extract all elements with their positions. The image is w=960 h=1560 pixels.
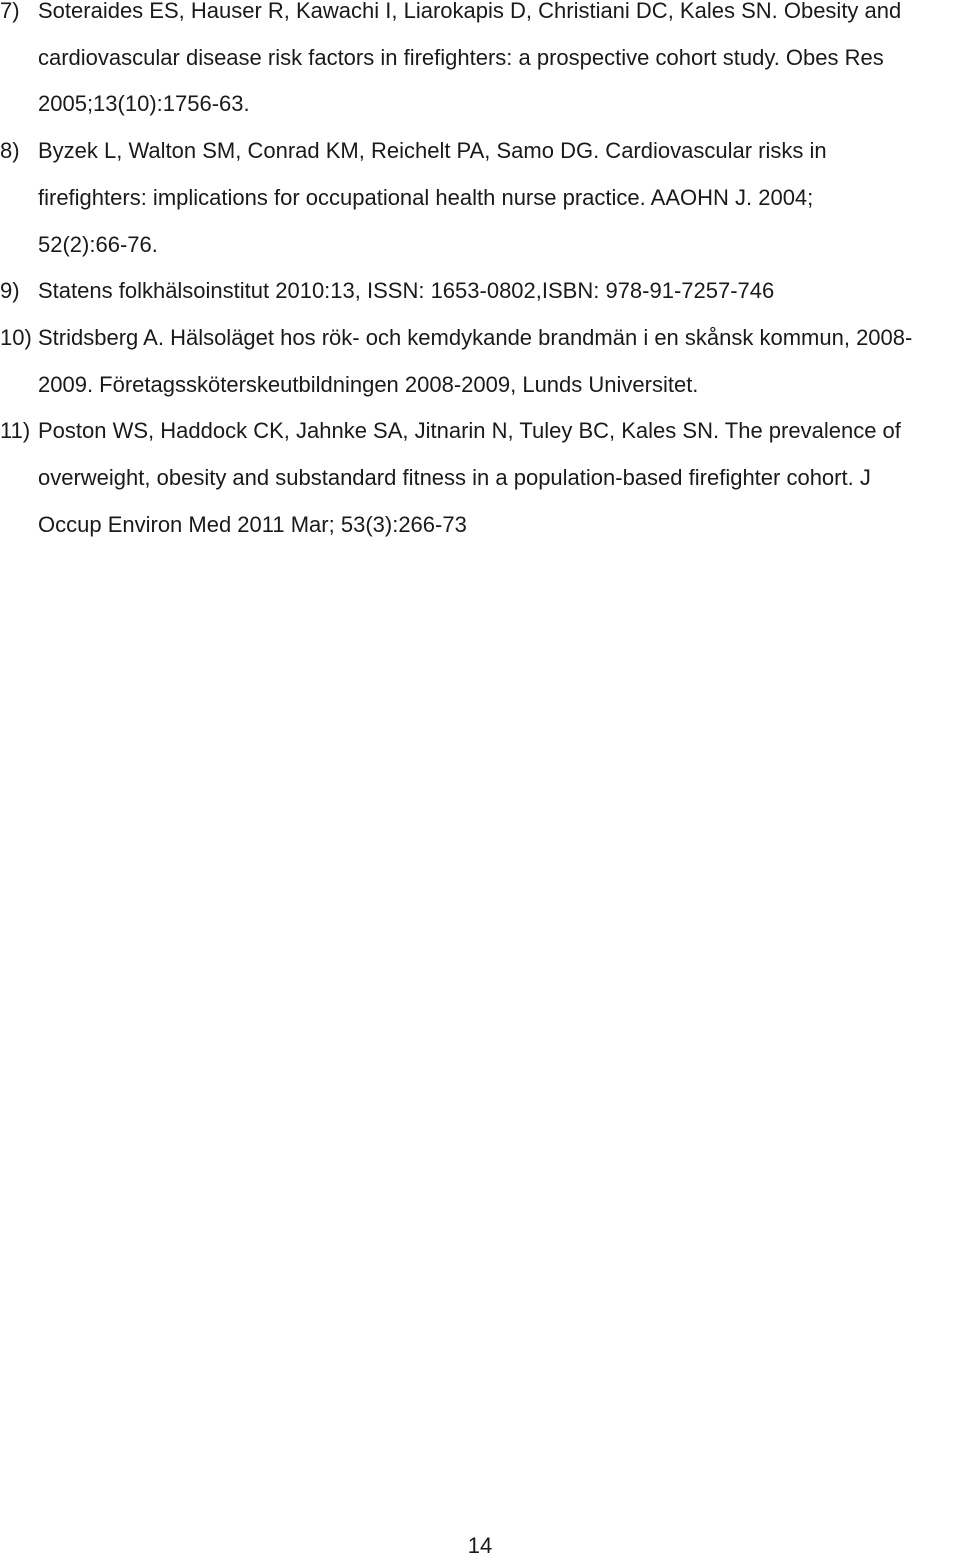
reference-text bbox=[38, 315, 960, 408]
reference-item-11 bbox=[0, 408, 960, 548]
reference-line: firefighters: implications for occupational health nurse practice. AAOHN J. 2004; bbox=[38, 184, 814, 210]
reference-line: Stridsberg A. Hälsoläget hos rök- och kemdykande brandmän i en skånsk kommun, 2008- bbox=[38, 324, 913, 350]
reference-line: Statens folkhälsoinstitut 2010:13, ISSN: 1653-0802,ISBN: 978-91-7257-746 bbox=[38, 278, 775, 304]
reference-line: overweight, obesity and substandard fitness in a population-based firefighter cohort. J bbox=[38, 465, 871, 491]
reference-line: 2005;13(10):1756-63. bbox=[38, 91, 250, 117]
reference-line: Soteraides ES, Hauser R, Kawachi I, Liarokapis D, Christiani DC, Kales SN. Obesity and bbox=[38, 0, 902, 23]
reference-number: 9) bbox=[0, 278, 20, 304]
reference-line: 52(2):66-76. bbox=[38, 231, 158, 257]
reference-item-10 bbox=[0, 315, 960, 408]
reference-number: 10) bbox=[0, 324, 32, 350]
reference-line: Occup Environ Med 2011 Mar; 53(3):266-73 bbox=[38, 511, 467, 537]
reference-text bbox=[38, 0, 960, 128]
reference-text bbox=[38, 128, 960, 268]
reference-item-8 bbox=[0, 128, 960, 268]
reference-line: cardiovascular disease risk factors in firefighters: a prospective cohort study. Obes Res bbox=[38, 44, 884, 70]
reference-item-7 bbox=[0, 0, 960, 128]
reference-line: 2009. Företagssköterskeutbildningen 2008-2009, Lunds Universitet. bbox=[38, 371, 699, 397]
reference-list bbox=[0, 0, 960, 560]
reference-number: 11) bbox=[0, 418, 31, 444]
reference-text bbox=[38, 408, 960, 548]
reference-line: Byzek L, Walton SM, Conrad KM, Reichelt PA, Samo DG. Cardiovascular risks in bbox=[38, 138, 827, 164]
page-number: 14 bbox=[467, 1533, 493, 1558]
reference-line: Poston WS, Haddock CK, Jahnke SA, Jitnarin N, Tuley BC, Kales SN. The prevalence of bbox=[38, 418, 901, 444]
reference-number: 8) bbox=[0, 138, 20, 164]
reference-item-9 bbox=[0, 268, 960, 315]
reference-number: 7) bbox=[0, 0, 20, 23]
reference-text bbox=[38, 268, 960, 315]
